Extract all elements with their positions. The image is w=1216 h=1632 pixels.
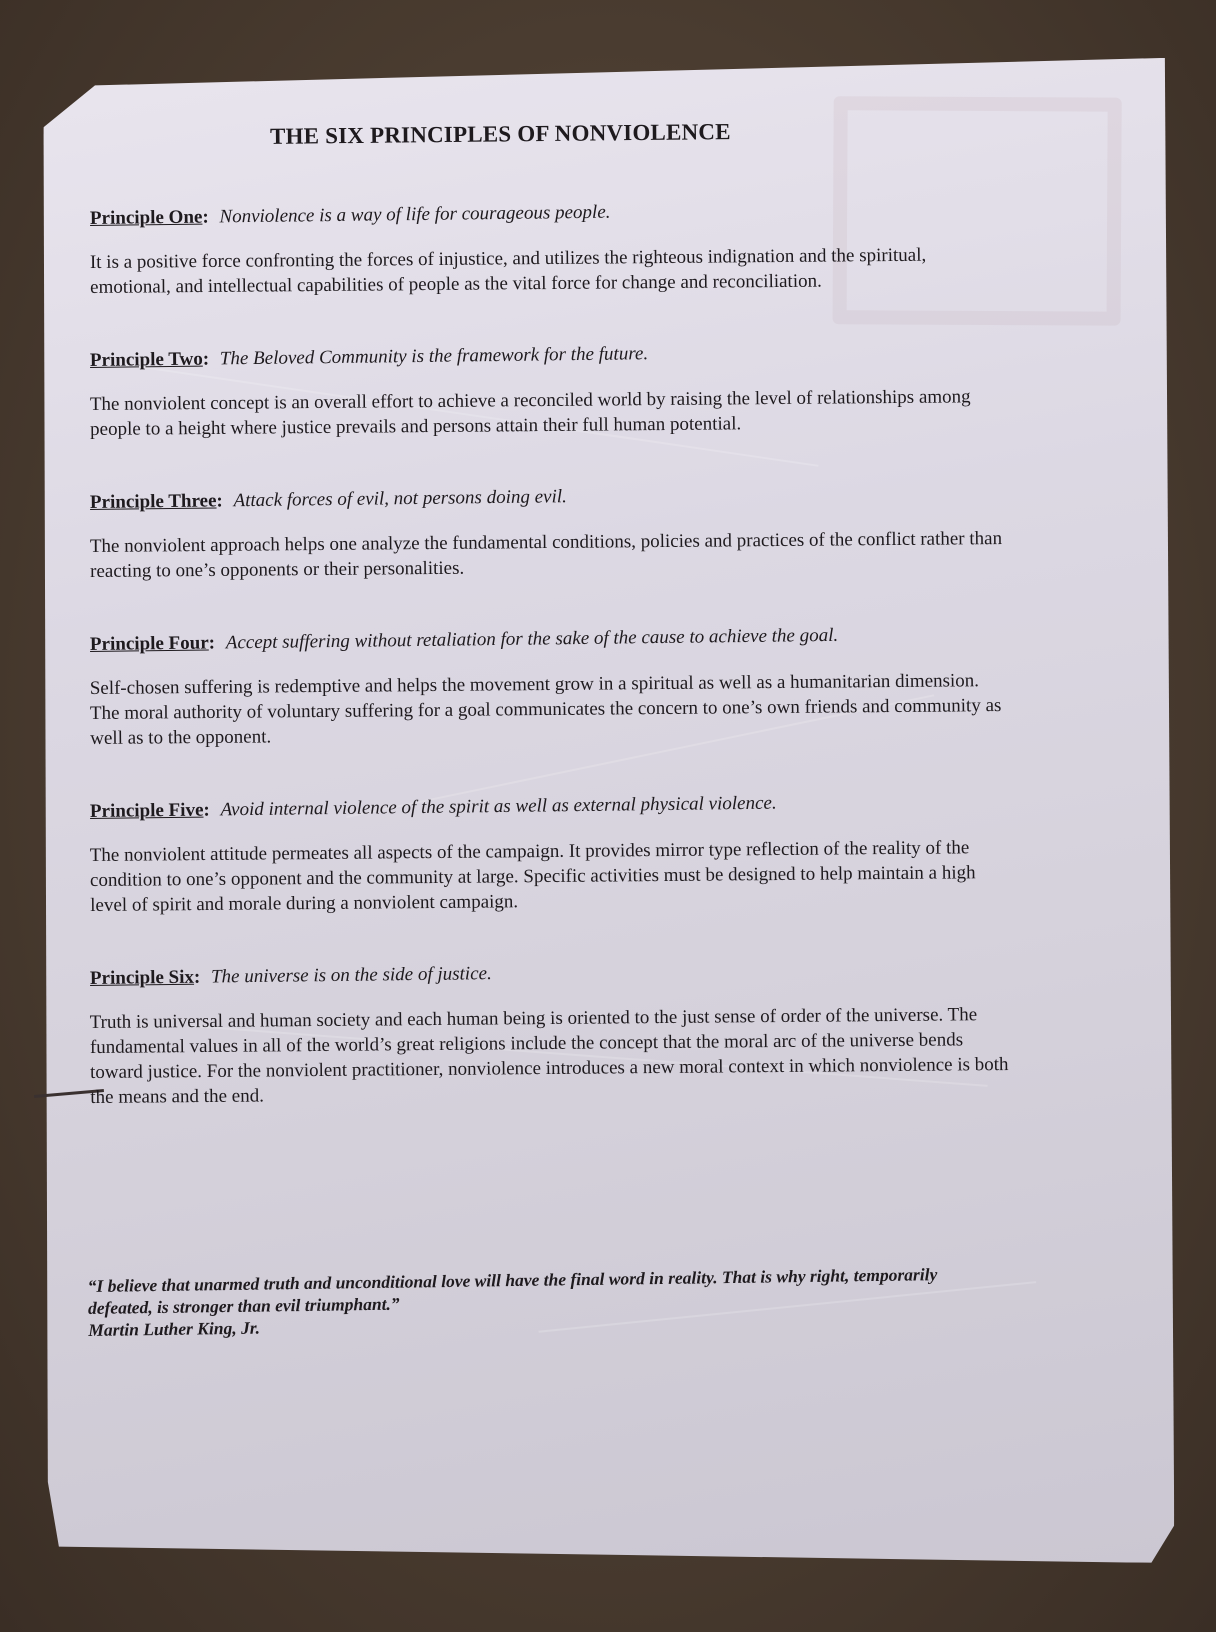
quote-text: “I believe that unarmed truth and unconditional love will have the final word in reality. That is why right, temporarily defeated, is stronger than evil triumphant.” xyxy=(87,1264,938,1318)
principle-label: Principle Three xyxy=(89,490,217,513)
principle-body: Truth is universal and human society and each human being is oriented to the just sense of order of the universe. The fundamental values in all of the world’s great religions include the concept that the moral arc of the universe bends toward justice. For the nonviolent practitioner, nonviolence introduces a new moral context in which nonviolence is both the means and the end. xyxy=(89,1004,1009,1108)
principle-body: The nonviolent attitude permeates all aspects of the campaign. It provides mirror type reflection of the reality of the condition to one’s opponent and the community at large. Specific activities must be designed to help maintain a high level of spirit and morale during a nonviolent campaign. xyxy=(89,837,976,916)
principle-heading: Principle Three: Attack forces of evil, not persons doing evil. xyxy=(89,486,567,513)
document-title: THE SIX PRINCIPLES OF NONVIOLENCE xyxy=(269,119,731,149)
principle-one xyxy=(89,201,1010,300)
principle-five xyxy=(89,792,1010,918)
principle-heading: Principle Five: Avoid internal violence of the spirit as well as external physical violence. xyxy=(89,792,777,822)
principle-body: Self-chosen suffering is redemptive and helps the movement grow in a spiritual as well as a humanitarian dimension. The moral authority of voluntary suffering for a goal communicates the concern to one’s own friends and community as well as to the opponent. xyxy=(89,670,1002,749)
quote-author: Martin Luther King, Jr. xyxy=(88,1317,261,1340)
principle-label: Principle Two xyxy=(89,348,203,371)
principle-three xyxy=(89,486,1010,584)
principle-heading: Principle Four: Accept suffering without retaliation for the sake of the cause to achieve the goal. xyxy=(89,624,839,655)
principle-two xyxy=(89,343,1010,442)
principle-heading: Principle One: Nonviolence is a way of life for courageous people. xyxy=(89,201,611,229)
principle-label: Principle Six xyxy=(89,966,195,989)
principle-tagline: The universe is on the side of justice. xyxy=(210,963,492,988)
principle-label: Principle Five xyxy=(89,799,204,822)
principle-body: It is a positive force confronting the forces of injustice, and utilizes the righteous indignation and the spiritual, emotional, and intellectual capabilities of people as the vital force for change and reconciliation. xyxy=(89,244,927,298)
principle-four xyxy=(89,624,1010,751)
principle-label: Principle Four xyxy=(89,632,209,655)
principle-label: Principle One xyxy=(89,206,203,229)
principle-tagline: The Beloved Community is the framework for the future. xyxy=(219,343,649,370)
principle-heading: Principle Two: The Beloved Community is the framework for the future. xyxy=(89,343,649,371)
principle-body: The nonviolent approach helps one analyze the fundamental conditions, policies and practices of the conflict rather than reacting to one’s opponents or their personalities. xyxy=(89,528,1003,582)
document-content xyxy=(90,120,1010,1110)
principle-six xyxy=(89,963,1010,1110)
closing-quote xyxy=(88,1262,989,1341)
principle-tagline: Nonviolence is a way of life for courageous people. xyxy=(219,201,611,228)
principle-body: The nonviolent concept is an overall effort to achieve a reconciled world by raising the level of relationships among people to a height where justice prevails and persons attain their full human potential. xyxy=(89,386,971,440)
principle-tagline: Attack forces of evil, not persons doing evil. xyxy=(233,486,567,512)
principle-tagline: Accept suffering without retaliation for the sake of the cause to achieve the goal. xyxy=(225,624,839,654)
principle-heading: Principle Six: The universe is on the side of justice. xyxy=(89,963,492,989)
principle-tagline: Avoid internal violence of the spirit as well as external physical violence. xyxy=(220,792,777,821)
